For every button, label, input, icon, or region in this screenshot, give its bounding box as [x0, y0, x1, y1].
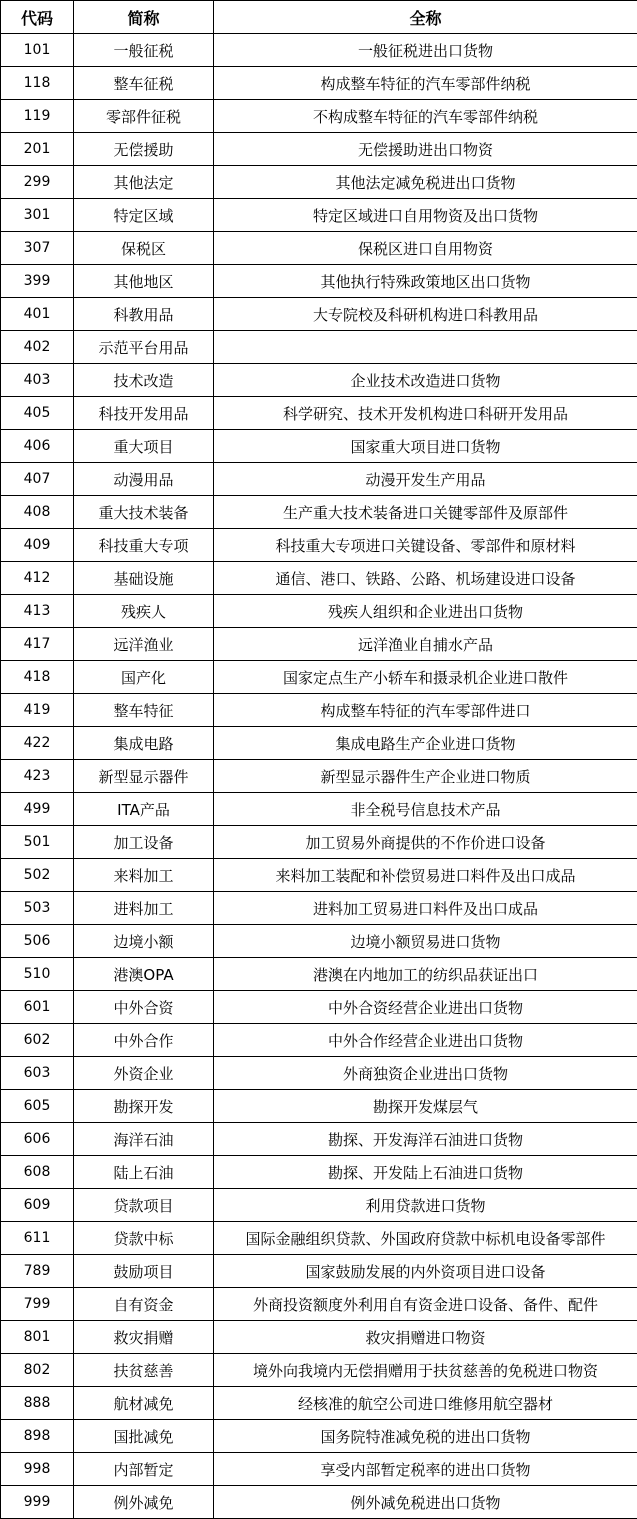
table-row: [1, 100, 637, 133]
table-row: [1, 1321, 637, 1354]
table-row: [1, 133, 637, 166]
cell-short-name: 自有资金: [74, 1288, 214, 1321]
cell-full-name: 外商独资企业进出口货物: [214, 1057, 637, 1090]
cell-code: 499: [1, 793, 74, 826]
table-row: [1, 1024, 637, 1057]
table-row: [1, 331, 637, 364]
table-row: [1, 1222, 637, 1255]
table-row: [1, 1255, 637, 1288]
cell-short-name: 特定区域: [74, 199, 214, 232]
cell-full-name: 国家定点生产小轿车和摄录机企业进口散件: [214, 661, 637, 694]
cell-short-name: ITA产品: [74, 793, 214, 826]
cell-full-name: 中外合作经营企业进出口货物: [214, 1024, 637, 1057]
cell-full-name: 其他执行特殊政策地区出口货物: [214, 265, 637, 298]
cell-code: 602: [1, 1024, 74, 1057]
cell-code: 789: [1, 1255, 74, 1288]
cell-code: 118: [1, 67, 74, 100]
table-row: [1, 793, 637, 826]
cell-short-name: 整车征税: [74, 67, 214, 100]
cell-short-name: 零部件征税: [74, 100, 214, 133]
table-row: [1, 859, 637, 892]
table-row: [1, 430, 637, 463]
cell-short-name: 中外合资: [74, 991, 214, 1024]
cell-full-name: 非全税号信息技术产品: [214, 793, 637, 826]
cell-full-name: 例外减免税进出口货物: [214, 1486, 637, 1519]
cell-full-name: 国家重大项目进口货物: [214, 430, 637, 463]
cell-code: 101: [1, 34, 74, 67]
cell-code: 201: [1, 133, 74, 166]
cell-code: 399: [1, 265, 74, 298]
cell-code: 412: [1, 562, 74, 595]
table-row: [1, 694, 637, 727]
cell-code: 799: [1, 1288, 74, 1321]
cell-code: 423: [1, 760, 74, 793]
cell-short-name: 整车特征: [74, 694, 214, 727]
cell-full-name: 构成整车特征的汽车零部件纳税: [214, 67, 637, 100]
cell-short-name: 无偿援助: [74, 133, 214, 166]
cell-full-name: 其他法定减免税进出口货物: [214, 166, 637, 199]
header-short-name: 简称: [74, 1, 214, 34]
header-code: 代码: [1, 1, 74, 34]
cell-full-name: 国务院特准减免税的进出口货物: [214, 1420, 637, 1453]
cell-code: 407: [1, 463, 74, 496]
cell-full-name: 一般征税进出口货物: [214, 34, 637, 67]
cell-short-name: 贷款项目: [74, 1189, 214, 1222]
cell-full-name: 大专院校及科研机构进口科教用品: [214, 298, 637, 331]
cell-code: 999: [1, 1486, 74, 1519]
cell-short-name: 港澳OPA: [74, 958, 214, 991]
table-row: [1, 1486, 637, 1519]
cell-short-name: 内部暂定: [74, 1453, 214, 1486]
table-row: [1, 34, 637, 67]
cell-full-name: 残疾人组织和企业进出口货物: [214, 595, 637, 628]
table-row: [1, 496, 637, 529]
cell-full-name: 保税区进口自用物资: [214, 232, 637, 265]
table-body: [1, 34, 637, 1519]
cell-short-name: 科技重大专项: [74, 529, 214, 562]
table-row: [1, 1288, 637, 1321]
cell-short-name: 残疾人: [74, 595, 214, 628]
cell-code: 510: [1, 958, 74, 991]
cell-short-name: 来料加工: [74, 859, 214, 892]
cell-code: 417: [1, 628, 74, 661]
cell-code: 801: [1, 1321, 74, 1354]
table-row: [1, 463, 637, 496]
cell-full-name: 国家鼓励发展的内外资项目进口设备: [214, 1255, 637, 1288]
cell-full-name: 科学研究、技术开发机构进口科研开发用品: [214, 397, 637, 430]
cell-short-name: 外资企业: [74, 1057, 214, 1090]
cell-full-name: 加工贸易外商提供的不作价进口设备: [214, 826, 637, 859]
cell-full-name: 特定区域进口自用物资及出口货物: [214, 199, 637, 232]
cell-short-name: 基础设施: [74, 562, 214, 595]
cell-code: 403: [1, 364, 74, 397]
table-row: [1, 1453, 637, 1486]
cell-code: 419: [1, 694, 74, 727]
table-row: [1, 628, 637, 661]
cell-short-name: 扶贫慈善: [74, 1354, 214, 1387]
table-row: [1, 991, 637, 1024]
cell-code: 888: [1, 1387, 74, 1420]
cell-code: 418: [1, 661, 74, 694]
table-row: [1, 760, 637, 793]
cell-code: 501: [1, 826, 74, 859]
cell-full-name: 经核准的航空公司进口维修用航空器材: [214, 1387, 637, 1420]
cell-full-name: [214, 331, 637, 364]
table-row: [1, 892, 637, 925]
table-row: [1, 364, 637, 397]
cell-full-name: 远洋渔业自捕水产品: [214, 628, 637, 661]
cell-code: 611: [1, 1222, 74, 1255]
cell-short-name: 科技开发用品: [74, 397, 214, 430]
cell-full-name: 构成整车特征的汽车零部件进口: [214, 694, 637, 727]
cell-code: 405: [1, 397, 74, 430]
cell-code: 603: [1, 1057, 74, 1090]
cell-code: 406: [1, 430, 74, 463]
cell-code: 413: [1, 595, 74, 628]
cell-full-name: 救灾捐赠进口物资: [214, 1321, 637, 1354]
cell-short-name: 重大技术装备: [74, 496, 214, 529]
cell-short-name: 新型显示器件: [74, 760, 214, 793]
cell-code: 299: [1, 166, 74, 199]
cell-code: 422: [1, 727, 74, 760]
cell-short-name: 加工设备: [74, 826, 214, 859]
cell-short-name: 航材减免: [74, 1387, 214, 1420]
table-row: [1, 166, 637, 199]
cell-code: 898: [1, 1420, 74, 1453]
table-row: [1, 1420, 637, 1453]
table-row: [1, 1057, 637, 1090]
table-row: [1, 199, 637, 232]
cell-short-name: 集成电路: [74, 727, 214, 760]
cell-full-name: 进料加工贸易进口料件及出口成品: [214, 892, 637, 925]
cell-code: 301: [1, 199, 74, 232]
cell-short-name: 海洋石油: [74, 1123, 214, 1156]
cell-short-name: 国产化: [74, 661, 214, 694]
cell-full-name: 来料加工装配和补偿贸易进口料件及出口成品: [214, 859, 637, 892]
table-row: [1, 661, 637, 694]
table-row: [1, 298, 637, 331]
cell-code: 608: [1, 1156, 74, 1189]
cell-short-name: 救灾捐赠: [74, 1321, 214, 1354]
cell-code: 401: [1, 298, 74, 331]
table-row: [1, 1123, 637, 1156]
table-row: [1, 397, 637, 430]
cell-short-name: 勘探开发: [74, 1090, 214, 1123]
cell-short-name: 贷款中标: [74, 1222, 214, 1255]
cell-code: 802: [1, 1354, 74, 1387]
cell-code: 502: [1, 859, 74, 892]
table-row: [1, 1156, 637, 1189]
cell-short-name: 技术改造: [74, 364, 214, 397]
cell-full-name: 港澳在内地加工的纺织品获证出口: [214, 958, 637, 991]
table-row: [1, 958, 637, 991]
cell-short-name: 国批减免: [74, 1420, 214, 1453]
cell-full-name: 勘探、开发海洋石油进口货物: [214, 1123, 637, 1156]
cell-short-name: 其他地区: [74, 265, 214, 298]
table-row: [1, 1354, 637, 1387]
cell-full-name: 勘探、开发陆上石油进口货物: [214, 1156, 637, 1189]
cell-code: 503: [1, 892, 74, 925]
table-row: [1, 595, 637, 628]
cell-full-name: 中外合资经营企业进出口货物: [214, 991, 637, 1024]
cell-short-name: 科教用品: [74, 298, 214, 331]
cell-code: 409: [1, 529, 74, 562]
cell-full-name: 企业技术改造进口货物: [214, 364, 637, 397]
cell-full-name: 动漫开发生产用品: [214, 463, 637, 496]
cell-short-name: 保税区: [74, 232, 214, 265]
header-row: [1, 1, 637, 34]
cell-short-name: 重大项目: [74, 430, 214, 463]
cell-full-name: 集成电路生产企业进口货物: [214, 727, 637, 760]
cell-full-name: 勘探开发煤层气: [214, 1090, 637, 1123]
cell-code: 998: [1, 1453, 74, 1486]
table-row: [1, 265, 637, 298]
cell-full-name: 国际金融组织贷款、外国政府贷款中标机电设备零部件: [214, 1222, 637, 1255]
cell-code: 609: [1, 1189, 74, 1222]
cell-code: 408: [1, 496, 74, 529]
table-row: [1, 925, 637, 958]
cell-full-name: 境外向我境内无偿捐赠用于扶贫慈善的免税进口物资: [214, 1354, 637, 1387]
table-row: [1, 67, 637, 100]
table-row: [1, 826, 637, 859]
cell-code: 506: [1, 925, 74, 958]
cell-short-name: 一般征税: [74, 34, 214, 67]
cell-full-name: 利用贷款进口货物: [214, 1189, 637, 1222]
cell-full-name: 不构成整车特征的汽车零部件纳税: [214, 100, 637, 133]
table-row: [1, 232, 637, 265]
cell-full-name: 享受内部暂定税率的进出口货物: [214, 1453, 637, 1486]
cell-short-name: 例外减免: [74, 1486, 214, 1519]
table-row: [1, 1387, 637, 1420]
cell-short-name: 远洋渔业: [74, 628, 214, 661]
table-row: [1, 727, 637, 760]
cell-short-name: 鼓励项目: [74, 1255, 214, 1288]
cell-full-name: 无偿援助进出口物资: [214, 133, 637, 166]
cell-short-name: 示范平台用品: [74, 331, 214, 364]
cell-full-name: 边境小额贸易进口货物: [214, 925, 637, 958]
cell-code: 307: [1, 232, 74, 265]
cell-short-name: 中外合作: [74, 1024, 214, 1057]
cell-full-name: 通信、港口、铁路、公路、机场建设进口设备: [214, 562, 637, 595]
table-row: [1, 1189, 637, 1222]
table-row: [1, 562, 637, 595]
table-row: [1, 529, 637, 562]
cell-full-name: 新型显示器件生产企业进口物质: [214, 760, 637, 793]
cell-short-name: 进料加工: [74, 892, 214, 925]
cell-full-name: 外商投资额度外利用自有资金进口设备、备件、配件: [214, 1288, 637, 1321]
cell-code: 119: [1, 100, 74, 133]
cell-full-name: 科技重大专项进口关键设备、零部件和原材料: [214, 529, 637, 562]
cell-code: 606: [1, 1123, 74, 1156]
cell-code: 605: [1, 1090, 74, 1123]
table-row: [1, 1090, 637, 1123]
cell-code: 601: [1, 991, 74, 1024]
cell-code: 402: [1, 331, 74, 364]
cell-short-name: 边境小额: [74, 925, 214, 958]
cell-short-name: 陆上石油: [74, 1156, 214, 1189]
cell-short-name: 动漫用品: [74, 463, 214, 496]
cell-short-name: 其他法定: [74, 166, 214, 199]
cell-full-name: 生产重大技术装备进口关键零部件及原部件: [214, 496, 637, 529]
header-full-name: 全称: [214, 1, 637, 34]
